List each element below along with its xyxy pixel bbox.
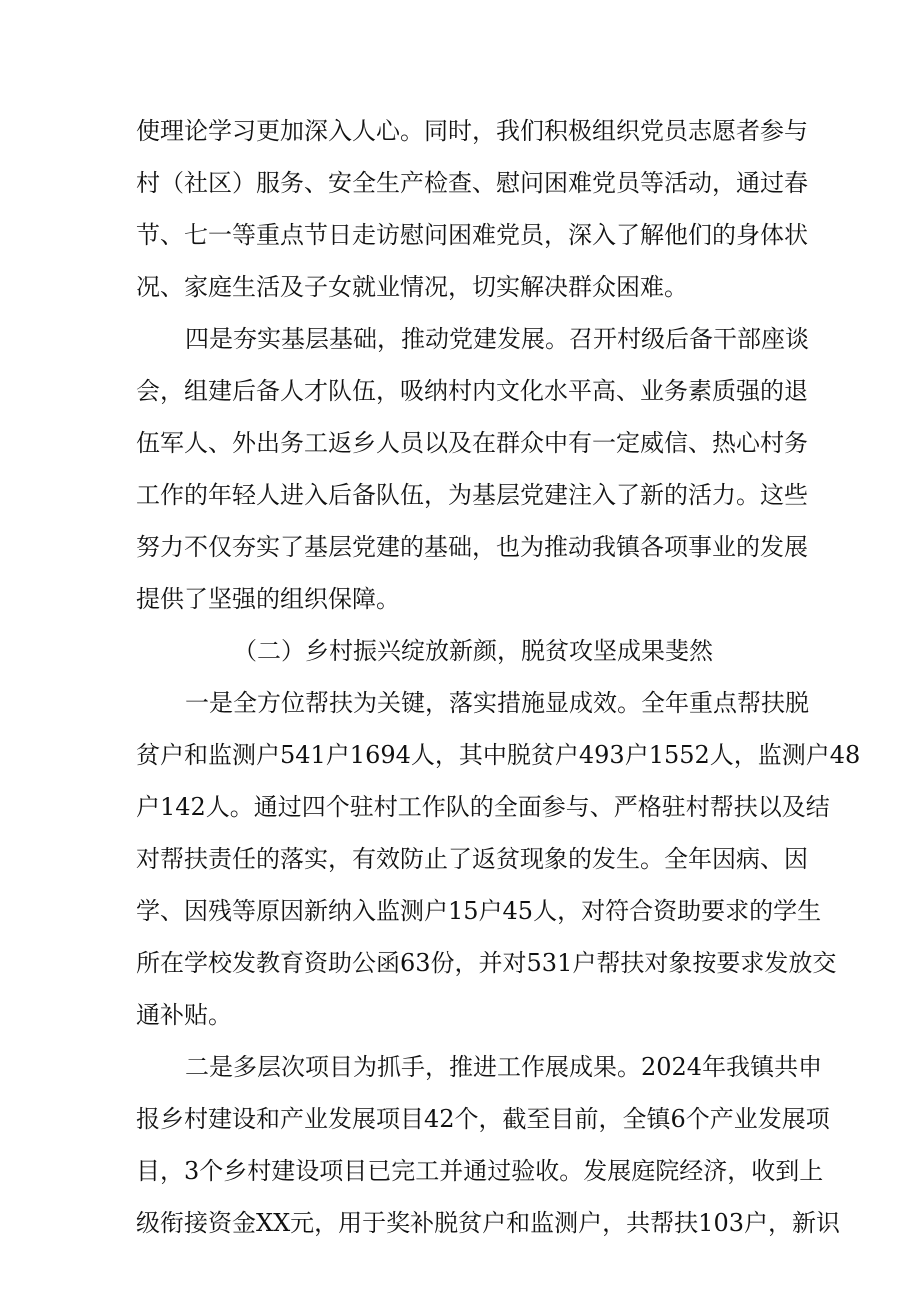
paragraph-line: 四是夯实基层基础，推动党建发展。召开村级后备干部座谈 — [185, 325, 809, 353]
paragraph-line: 户142人。通过四个驻村工作队的全面参与、严格驻村帮扶以及结 — [136, 793, 830, 821]
section-heading: （二）乡村振兴绽放新颜，脱贫攻坚成果斐然 — [233, 637, 713, 665]
paragraph-line: 提供了坚强的组织保障。 — [136, 585, 400, 613]
paragraph-line: 对帮扶责任的落实，有效防止了返贫现象的发生。全年因病、因 — [136, 845, 808, 873]
paragraph-line: 使理论学习更加深入人心。同时，我们积极组织党员志愿者参与 — [136, 117, 808, 145]
paragraph-line: 努力不仅夯实了基层党建的基础，也为推动我镇各项事业的发展 — [136, 533, 808, 561]
paragraph-line: 节、七一等重点节日走访慰问困难党员，深入了解他们的身体状 — [136, 221, 808, 249]
paragraph-line: 所在学校发教育资助公函63份，并对531户帮扶对象按要求发放交 — [136, 949, 837, 977]
paragraph-line: 工作的年轻人进入后备队伍，为基层党建注入了新的活力。这些 — [136, 481, 808, 509]
paragraph-line: 目，3个乡村建设项目已完工并通过验收。发展庭院经济，收到上 — [136, 1157, 824, 1185]
paragraph-line: 村（社区）服务、安全生产检查、慰问困难党员等活动，通过春 — [136, 169, 808, 197]
paragraph-line: 伍军人、外出务工返乡人员以及在群众中有一定威信、热心村务 — [136, 429, 808, 457]
paragraph-line: 报乡村建设和产业发展项目42个，截至目前，全镇6个产业发展项 — [136, 1105, 830, 1133]
paragraph-line: 学、因残等原因新纳入监测户15户45人，对符合资助要求的学生 — [136, 897, 822, 925]
paragraph-line: 通补贴。 — [136, 1001, 232, 1029]
paragraph-line: 会，组建后备人才队伍，吸纳村内文化水平高、业务素质强的退 — [136, 377, 808, 405]
paragraph-line: 二是多层次项目为抓手，推进工作展成果。2024年我镇共申 — [185, 1053, 823, 1081]
paragraph-line: 况、家庭生活及子女就业情况，切实解决群众困难。 — [136, 273, 688, 301]
paragraph-line: 一是全方位帮扶为关键，落实措施显成效。全年重点帮扶脱 — [185, 689, 809, 717]
paragraph-line: 级衔接资金XX元，用于奖补脱贫户和监测户，共帮扶103户，新识 — [136, 1209, 840, 1237]
paragraph-line: 贫户和监测户541户1694人，其中脱贫户493户1552人，监测户48 — [136, 741, 861, 769]
